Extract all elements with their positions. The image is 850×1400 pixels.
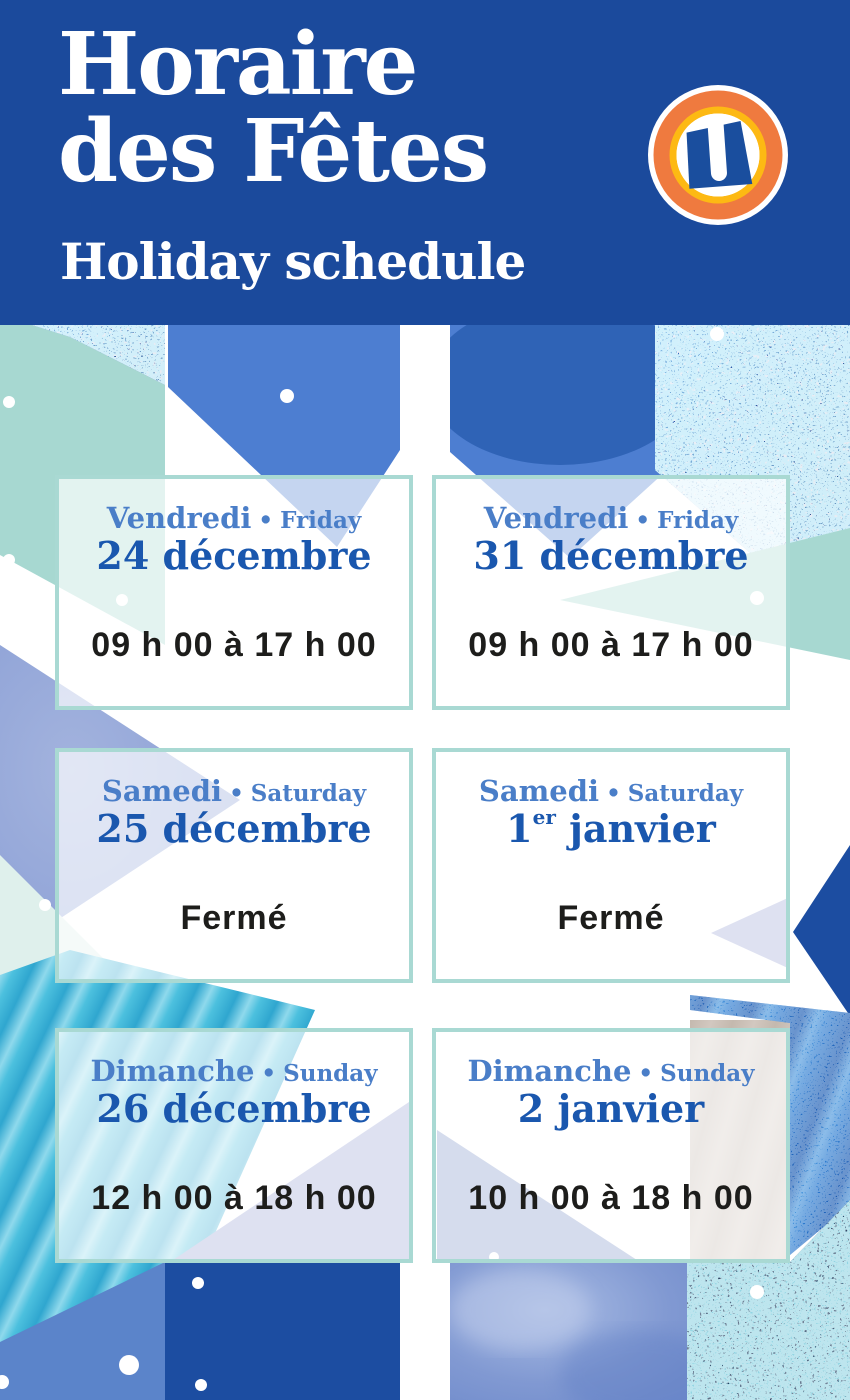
bullet-separator: • — [261, 1060, 277, 1087]
date-line: 1er janvier — [506, 805, 716, 852]
schedule-card-jan-1 — [432, 748, 790, 983]
closed-text: Fermé — [557, 899, 665, 937]
schedule-card-dec-25 — [55, 748, 413, 983]
day-english: Saturday — [250, 780, 367, 807]
day-french: Vendredi — [106, 501, 252, 535]
day-french: Samedi — [101, 774, 223, 808]
bullet-separator: • — [258, 507, 274, 534]
day-english: Saturday — [627, 780, 744, 807]
schedule-card-dec-31 — [432, 475, 790, 710]
day-line — [59, 1056, 409, 1086]
day-french: Dimanche — [90, 1054, 255, 1088]
hours-text: 09 h 00 à 17 h 00 — [91, 626, 377, 664]
date-line: 2 janvier — [517, 1086, 705, 1132]
schedule-card-dec-24 — [55, 475, 413, 710]
schedule-card-jan-2 — [432, 1028, 790, 1263]
day-line — [436, 503, 786, 533]
title-line-1: Horaire — [58, 14, 417, 115]
date-line: 31 décembre — [473, 533, 749, 579]
day-english: Sunday — [283, 1060, 378, 1087]
day-line — [436, 1056, 786, 1086]
bullet-separator: • — [606, 780, 621, 807]
page-subtitle: Holiday schedule — [60, 232, 526, 291]
hours-text: 09 h 00 à 17 h 00 — [468, 626, 754, 664]
schedule-card-dec-26 — [55, 1028, 413, 1263]
bullet-separator: • — [229, 780, 244, 807]
page-title — [58, 14, 488, 202]
date-line: 24 décembre — [96, 533, 372, 579]
hours-text: 12 h 00 à 18 h 00 — [91, 1179, 377, 1217]
day-line — [59, 503, 409, 533]
date-line: 25 décembre — [96, 806, 372, 852]
day-french: Vendredi — [483, 501, 629, 535]
title-line-2: des Fêtes — [58, 100, 488, 202]
day-french: Samedi — [478, 774, 600, 808]
day-english: Friday — [280, 507, 362, 534]
day-line — [59, 776, 409, 806]
day-line — [436, 776, 786, 806]
bullet-separator: • — [635, 507, 651, 534]
uniprix-logo-icon — [648, 85, 788, 225]
header-banner — [0, 0, 850, 325]
day-french: Dimanche — [467, 1054, 632, 1088]
watercolor-tile-bottom — [450, 1262, 720, 1400]
date-line: 26 décembre — [96, 1086, 372, 1132]
closed-text: Fermé — [180, 899, 288, 937]
day-english: Friday — [657, 507, 739, 534]
day-english: Sunday — [660, 1060, 755, 1087]
hours-text: 10 h 00 à 18 h 00 — [468, 1179, 754, 1217]
bullet-separator: • — [638, 1060, 654, 1087]
